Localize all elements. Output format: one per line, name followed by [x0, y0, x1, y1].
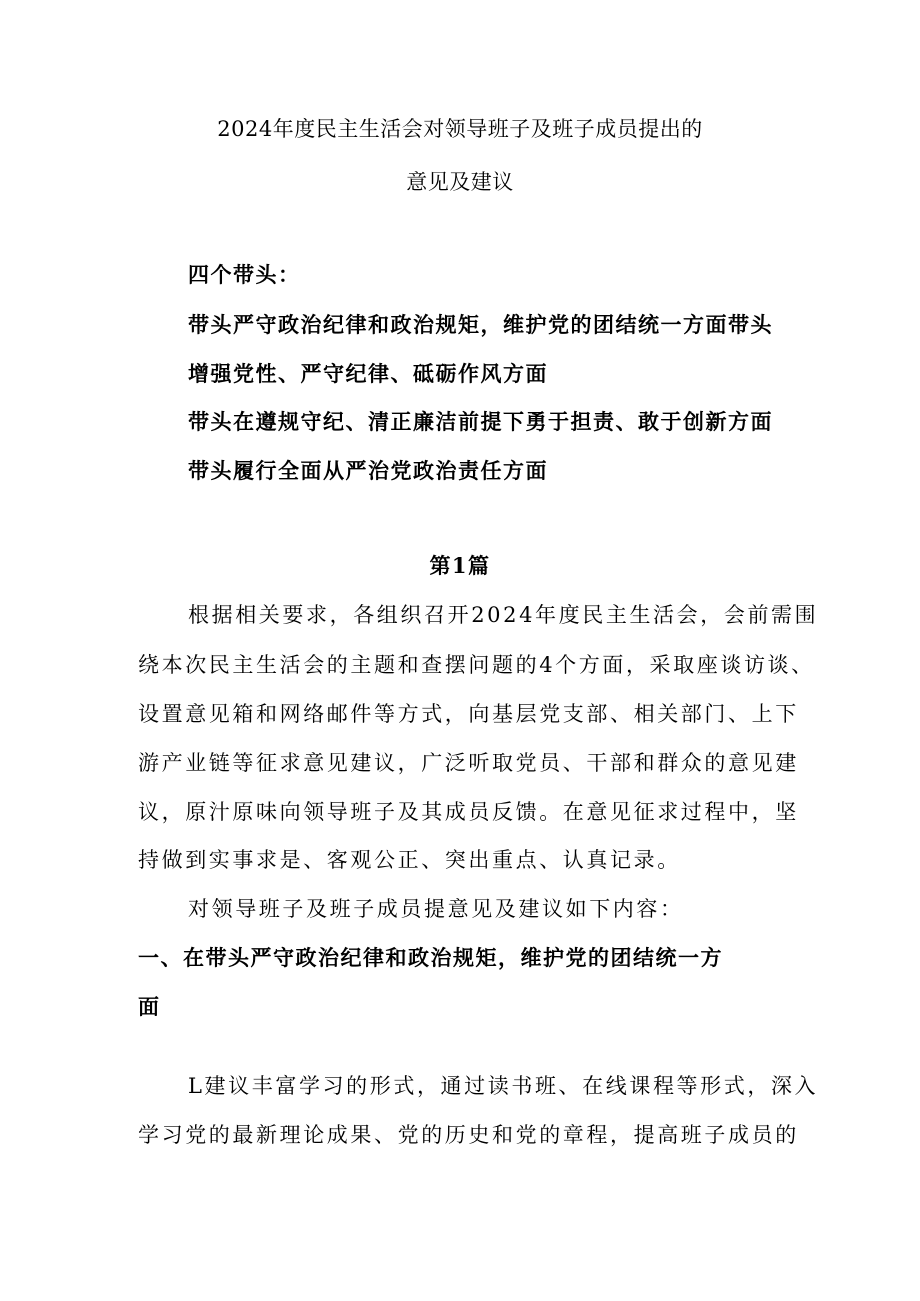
heading-one-line: 一、在带头严守政治纪律和政治规矩，维护党的团结统一方	[138, 945, 723, 970]
intro-paragraph-line: 设置意见箱和网络邮件等方式，向基层党支部、相关部门、上下	[138, 702, 799, 726]
intro-paragraph-line: 议，原汁原味向领导班子及其成员反馈。在意见征求过程中，坚	[138, 800, 799, 824]
suggestion-paragraph-line: L建议丰富学习的形式，通过读书班、在线课程等形式，深入	[188, 1074, 819, 1098]
suggestion-paragraph-line: 学习党的最新理论成果、党的历史和党的章程，提高班子成员的	[138, 1123, 799, 1147]
section-title: 第1篇	[429, 553, 491, 578]
heading-one-line: 面	[138, 994, 161, 1019]
intro-paragraph-line: 绕本次民主生活会的主题和查摆问题的4个方面，采取座谈访谈、	[138, 653, 815, 677]
four-leads-heading: 四个带头：	[188, 262, 301, 287]
four-leads-item: 带头严守政治纪律和政治规矩，维护党的团结统一方面带头	[188, 312, 773, 337]
intro-paragraph-line: 游产业链等征求意见建议，广泛听取党员、干部和群众的意见建	[138, 751, 799, 775]
document-title-line-1: 2024年度民主生活会对领导班子及班子成员提出的	[217, 117, 703, 141]
four-leads-item: 带头履行全面从严治党政治责任方面	[188, 458, 548, 483]
document-title-line-2: 意见及建议	[406, 170, 514, 194]
lead-in-sentence: 对领导班子及班子成员提意见及建议如下内容：	[188, 897, 684, 921]
four-leads-item: 带头在遵规守纪、清正廉洁前提下勇于担责、敢于创新方面	[188, 409, 773, 434]
intro-paragraph-line: 根据相关要求，各组织召开2024年度民主生活会，会前需围	[188, 603, 819, 627]
intro-paragraph-line: 持做到实事求是、客观公正、突出重点、认真记录。	[138, 848, 681, 872]
four-leads-item: 增强党性、严守纪律、砥砺作风方面	[188, 361, 548, 386]
